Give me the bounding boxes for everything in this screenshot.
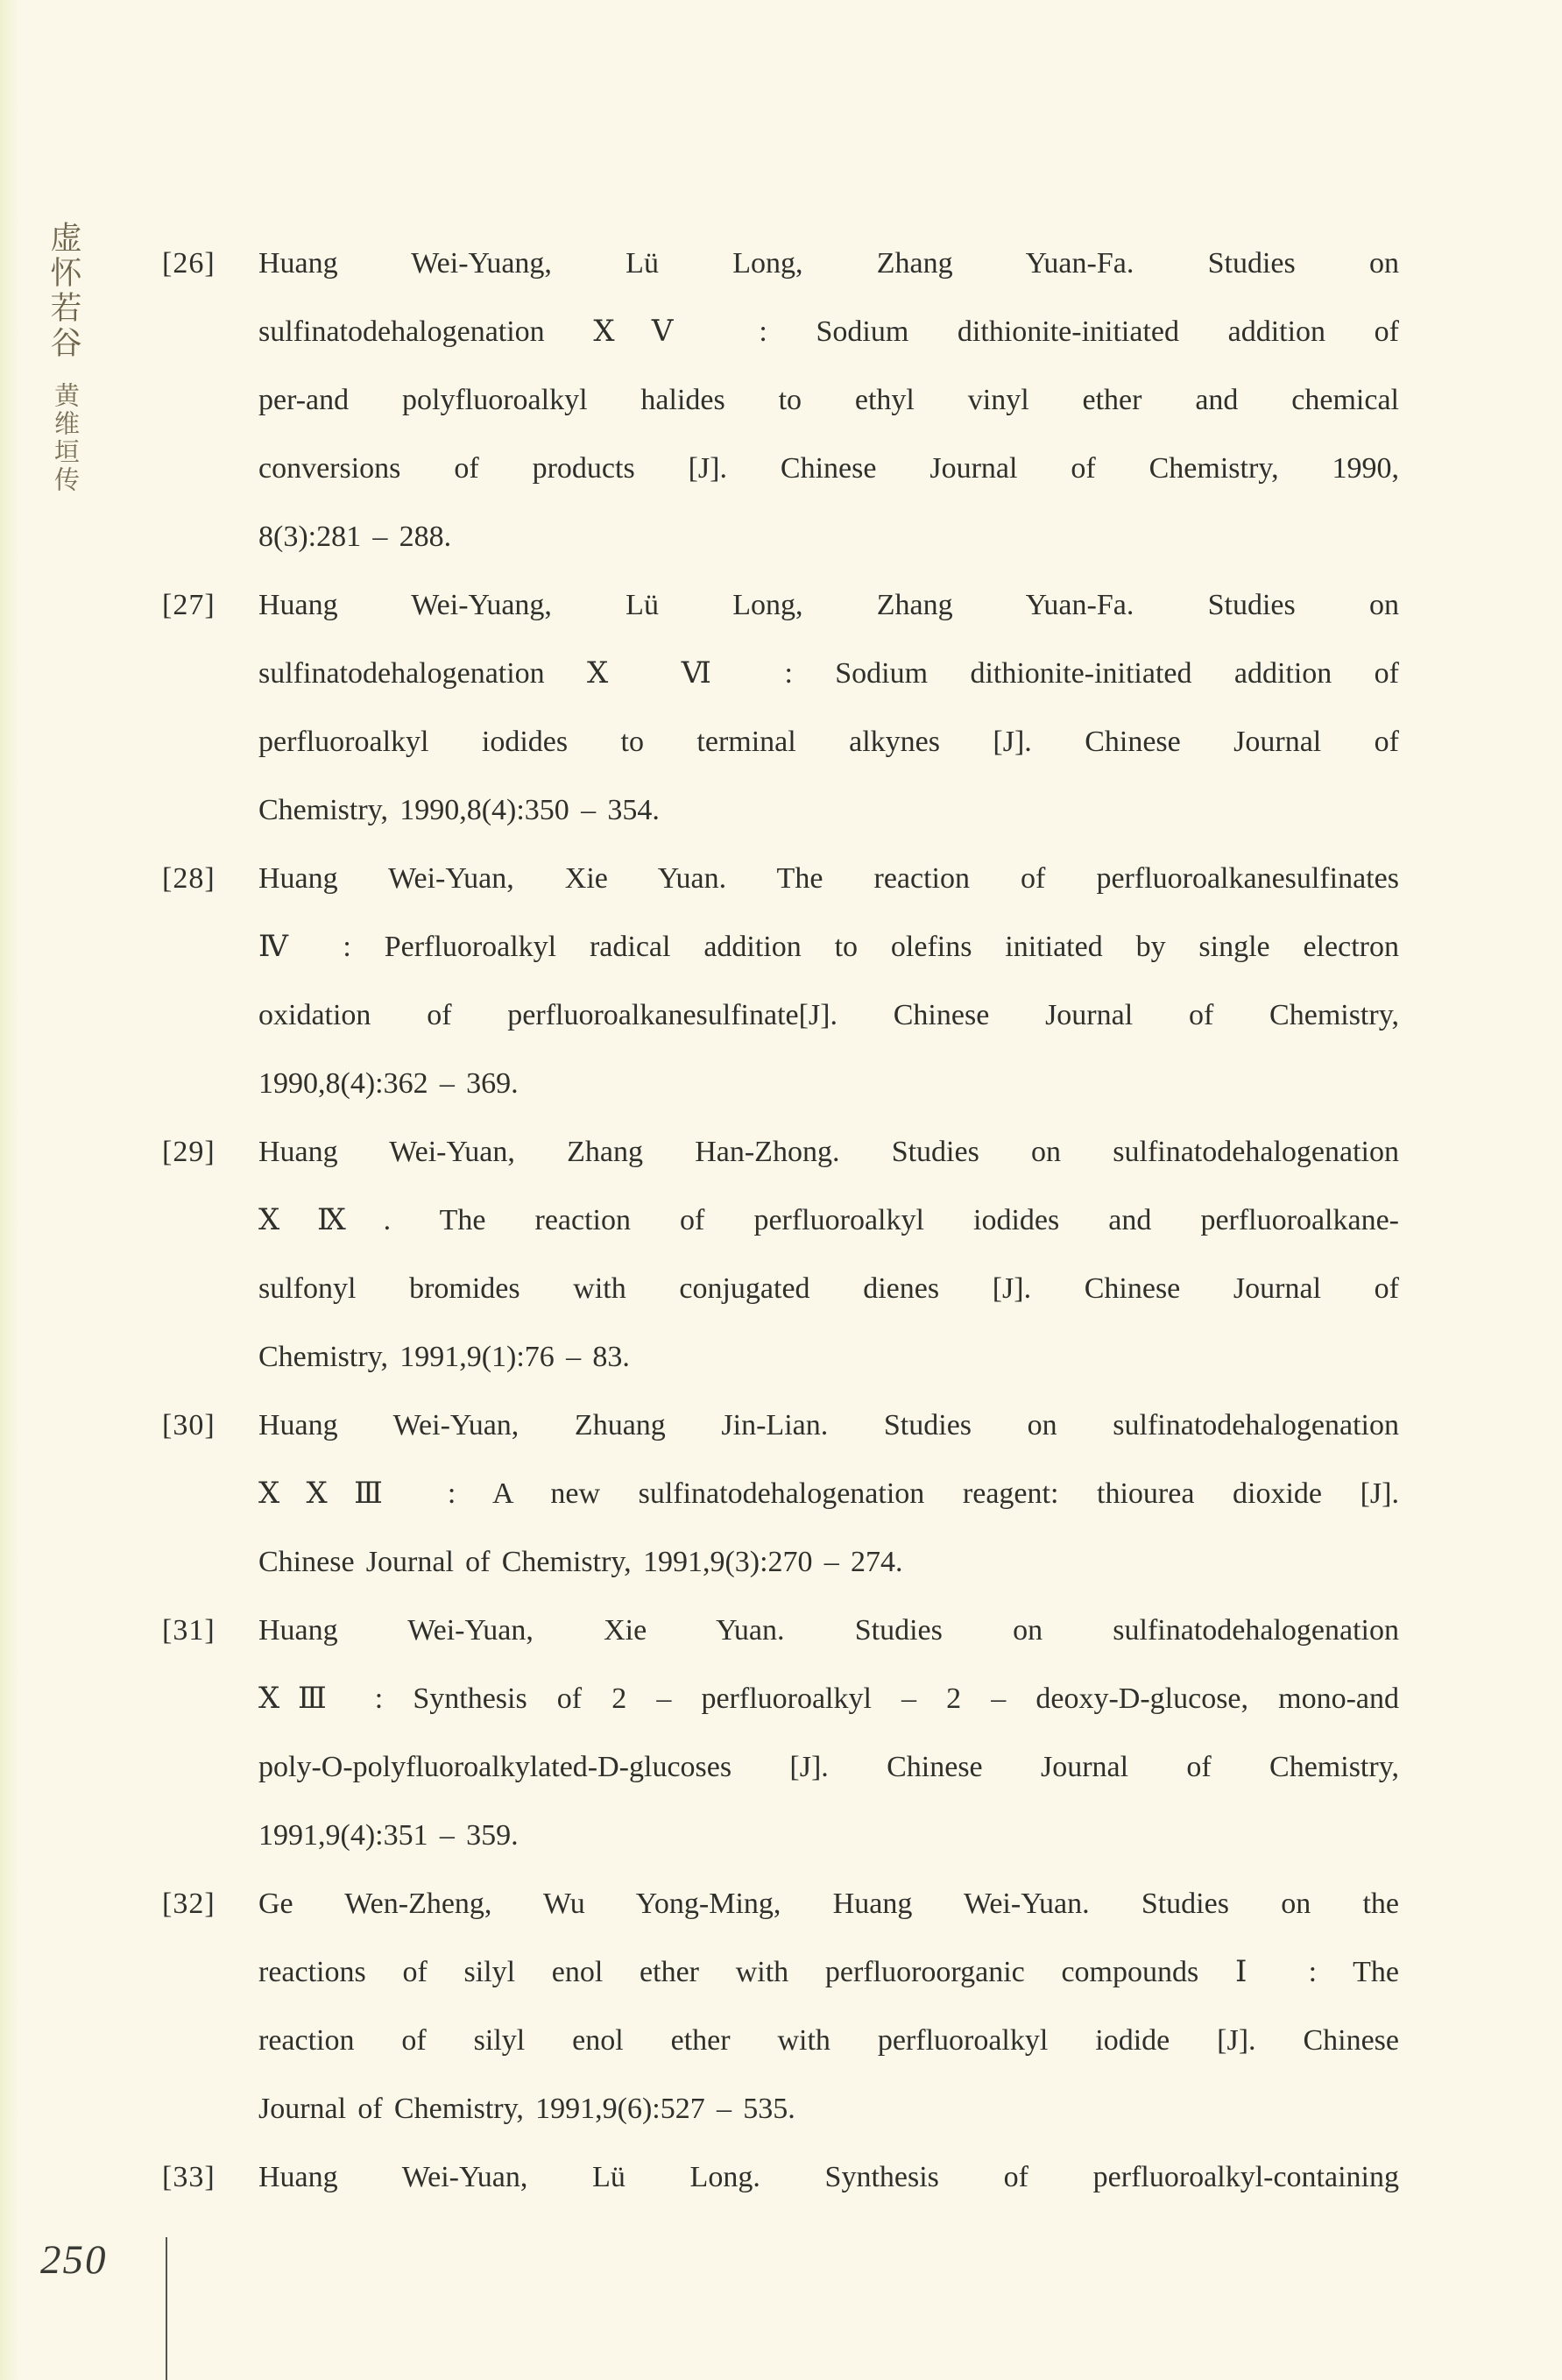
reference-line: ⅩⅨ. The reaction of perfluoroalkyl iodides and perfluoroalkane- [258, 1204, 1399, 1236]
reference-line: Huang Wei-Yuan, Zhang Han-Zhong. Studies on sulfinatodehalogenation [258, 1136, 1399, 1168]
reference-line: Chemistry, 1991,9(1):76 – 83. [258, 1341, 630, 1373]
reference-line: Huang Wei-Yuan, Xie Yuan. The reaction of perfluoroalkanesulfinates [258, 862, 1399, 895]
reference-line: Chinese Journal of Chemistry, 1991,9(3):270 – 274. [258, 1546, 903, 1578]
reference-line: sulfonyl bromides with conjugated dienes [J]. Chinese Journal of [258, 1272, 1399, 1305]
reference-item-28 [162, 845, 1399, 1118]
reference-item-27 [162, 571, 1399, 845]
reference-line: Chemistry, 1990,8(4):350 – 354. [258, 794, 660, 826]
reference-line: ⅩⅢ : Synthesis of 2 – perfluoroalkyl – 2 – deoxy-D-glucose, mono-and [258, 1682, 1399, 1715]
reference-line: perfluoroalkyl iodides to terminal alkynes [J]. Chinese Journal of [258, 726, 1399, 758]
reference-item-32 [162, 1870, 1399, 2143]
reference-label: [30] [162, 1409, 216, 1441]
reference-label: [33] [162, 2161, 216, 2193]
reference-line: Ⅳ : Perfluoroalkyl radical addition to olefins initiated by single electron [258, 931, 1399, 963]
reference-line: 1991,9(4):351 – 359. [258, 1819, 519, 1852]
margin-book-title: 黄维垣传 [51, 382, 79, 494]
reference-item-26 [162, 230, 1399, 571]
reference-item-31 [162, 1597, 1399, 1870]
reference-line: oxidation of perfluoroalkanesulfinate[J]. Chinese Journal of Chemistry, [258, 999, 1399, 1031]
reference-line: ⅩⅩⅢ : A new sulfinatodehalogenation reagent: thiourea dioxide [J]. [258, 1477, 1399, 1510]
reference-line: reaction of silyl enol ether with perfluoroalkyl iodide [J]. Chinese [258, 2024, 1399, 2057]
reference-line: poly-O-polyfluoroalkylated-D-glucoses [J]. Chinese Journal of Chemistry, [258, 1751, 1399, 1783]
reference-line: Huang Wei-Yuan, Xie Yuan. Studies on sulfinatodehalogenation [258, 1614, 1399, 1647]
reference-item-30 [162, 1392, 1399, 1597]
reference-label: [26] [162, 247, 216, 280]
reference-line: Huang Wei-Yuan, Zhuang Jin-Lian. Studies on sulfinatodehalogenation [258, 1409, 1399, 1441]
reference-label: [27] [162, 589, 216, 621]
reference-line: conversions of products [J]. Chinese Journal of Chemistry, 1990, [258, 452, 1399, 485]
reference-line: sulfinatodehalogenation Ⅹ Ⅵ : Sodium dithionite-initiated addition of [258, 657, 1399, 690]
reference-label: [29] [162, 1136, 216, 1168]
reference-item-29 [162, 1118, 1399, 1392]
reference-line: Huang Wei-Yuang, Lü Long, Zhang Yuan-Fa. Studies on [258, 589, 1399, 621]
footer-divider [166, 2237, 167, 2380]
reference-line: per-and polyfluoroalkyl halides to ethyl vinyl ether and chemical [258, 384, 1399, 416]
page-edge-tint [0, 0, 19, 2380]
reference-line: Huang Wei-Yuang, Lü Long, Zhang Yuan-Fa. Studies on [258, 247, 1399, 280]
reference-label: [31] [162, 1614, 216, 1647]
reference-label: [28] [162, 862, 216, 895]
reference-label: [32] [162, 1888, 216, 1920]
reference-line: Ge Wen-Zheng, Wu Yong-Ming, Huang Wei-Yuan. Studies on the [258, 1888, 1399, 1920]
page-number: 250 [40, 2237, 108, 2283]
reference-line: Journal of Chemistry, 1991,9(6):527 – 535. [258, 2093, 795, 2125]
reference-item-33 [162, 2143, 1399, 2212]
reference-list [162, 230, 1399, 2212]
reference-line: sulfinatodehalogenation ⅩⅤ : Sodium dithionite-initiated addition of [258, 315, 1399, 348]
reference-line: Huang Wei-Yuan, Lü Long. Synthesis of perfluoroalkyl-containing [258, 2161, 1399, 2193]
reference-line: 1990,8(4):362 – 369. [258, 1067, 519, 1100]
reference-line: 8(3):281 – 288. [258, 521, 452, 553]
margin-series-title: 虚怀若谷 [46, 221, 81, 361]
reference-line: reactions of silyl enol ether with perfluoroorganic compounds Ⅰ : The [258, 1956, 1399, 1988]
